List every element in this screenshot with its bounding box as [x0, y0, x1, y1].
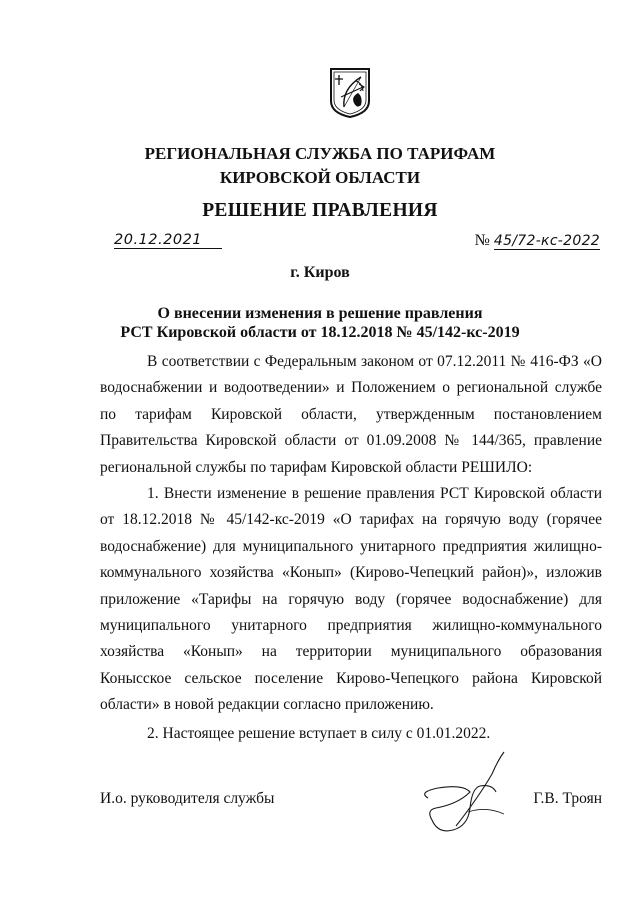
preamble-paragraph: В соответствии с Федеральным законом от 07.12.2011 № 416-ФЗ «О водоснабжении и водоотведении» и Положением о региональной службе по тарифам Кировской области, утвержденным постановлением Правительства Кировской области от 01.09.2008 № 144/365, правление региональной службы по тарифам Кировской области РЕШИЛО: — [100, 353, 602, 476]
document-number-group — [475, 232, 600, 250]
city-label: г. Киров — [290, 264, 350, 281]
document-number: 45/72-кс-2022 — [493, 233, 600, 249]
document-subject — [0, 304, 640, 342]
organization-name-line1: РЕГИОНАЛЬНАЯ СЛУЖБА ПО ТАРИФАМ — [144, 144, 496, 163]
subject-line2: РСТ Кировской области от 18.12.2018 № 45/142-кс-2019 — [120, 324, 520, 341]
organization-name — [0, 142, 640, 190]
decision-item-2: 2. Настоящее решение вступает в силу с 01.01.2022. — [147, 724, 491, 742]
signatory-name: Г.В. Троян — [533, 790, 602, 807]
signatory-role: И.о. руководителя службы — [100, 790, 275, 807]
organization-name-line2: КИРОВСКОЙ ОБЛАСТИ — [219, 168, 421, 187]
decision-item-1: 1. Внести изменение в решение правления РСТ Кировской области от 18.12.2018 № 45/142-кс-2019 «О тарифах на горячую воду (горячее водоснабжение) для муниципального унитарного предприятия жилищно-коммунального хозяйства «Конып» (Кирово-Чепецкий район)», изложив приложение «Тарифы на горячую воду (горячее водоснабжение) для муниципального унитарного предприятия жилищно-коммунального хозяйства «Конып» на территории муниципального образования Конысское сельское поселение Кирово-Чепецкого района Кировской области» в новой редакции согласно приложению. — [100, 485, 602, 714]
coat-of-arms-emblem — [329, 67, 371, 119]
document-date: 20.12.2021 — [114, 232, 222, 249]
number-sign-label: № — [474, 232, 490, 249]
date-number-row — [104, 232, 602, 256]
handwritten-signature-image — [408, 748, 518, 848]
document-type-title: РЕШЕНИЕ ПРАВЛЕНИЯ — [202, 200, 438, 221]
document-body — [100, 349, 602, 747]
subject-line1: О внесении изменения в решение правления — [157, 305, 483, 322]
